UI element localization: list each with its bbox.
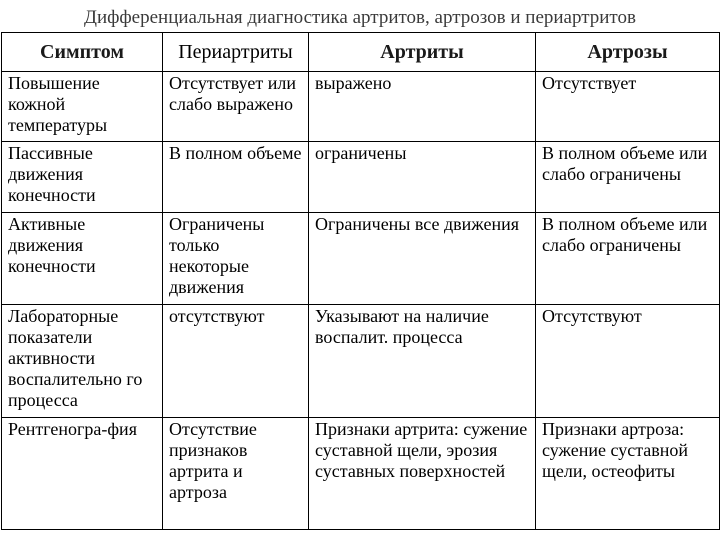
cell-periarthritis: Ограничены только некоторые движения bbox=[163, 213, 309, 305]
cell-arthritis: выражено bbox=[309, 72, 536, 142]
cell-symptom: Лабораторные показатели активности воспалительно го процесса bbox=[2, 305, 163, 418]
header-arthrosis: Артрозы bbox=[536, 33, 720, 72]
cell-symptom: Рентгеногра-фия bbox=[2, 418, 163, 530]
cell-arthritis: Признаки артрита: сужение суставной щели, эрозия суставных поверхностей bbox=[309, 418, 536, 530]
table-row bbox=[2, 213, 720, 305]
header-arthritis: Артриты bbox=[309, 33, 536, 72]
cell-arthritis: ограничены bbox=[309, 142, 536, 213]
cell-periarthritis: отсутствуют bbox=[163, 305, 309, 418]
cell-periarthritis: Отсутствует или слабо выражено bbox=[163, 72, 309, 142]
diagnosis-table bbox=[1, 32, 720, 530]
cell-symptom: Пассивные движения конечности bbox=[2, 142, 163, 213]
cell-arthrosis: В полном объеме или слабо ограничены bbox=[536, 213, 720, 305]
cell-symptom: Повышение кожной температуры bbox=[2, 72, 163, 142]
cell-arthrosis: В полном объеме или слабо ограничены bbox=[536, 142, 720, 213]
header-periarthritis: Периартриты bbox=[163, 33, 309, 72]
table-row bbox=[2, 72, 720, 142]
cell-arthrosis: Признаки артроза: сужение суставной щели, остеофиты bbox=[536, 418, 720, 530]
table-row bbox=[2, 305, 720, 418]
table-row bbox=[2, 418, 720, 530]
cell-arthrosis: Отсутствует bbox=[536, 72, 720, 142]
page-title: Дифференциальная диагностика артритов, артрозов и периартритов bbox=[84, 7, 636, 28]
cell-arthritis: Ограничены все движения bbox=[309, 213, 536, 305]
cell-periarthritis: Отсутствие признаков артрита и артроза bbox=[163, 418, 309, 530]
cell-arthrosis: Отсутствуют bbox=[536, 305, 720, 418]
cell-arthritis: Указывают на наличие воспалит. процесса bbox=[309, 305, 536, 418]
table-row bbox=[2, 142, 720, 213]
header-symptom: Симптом bbox=[2, 33, 163, 72]
table-header-row bbox=[2, 33, 720, 72]
cell-symptom: Активные движения конечности bbox=[2, 213, 163, 305]
cell-periarthritis: В полном объеме bbox=[163, 142, 309, 213]
